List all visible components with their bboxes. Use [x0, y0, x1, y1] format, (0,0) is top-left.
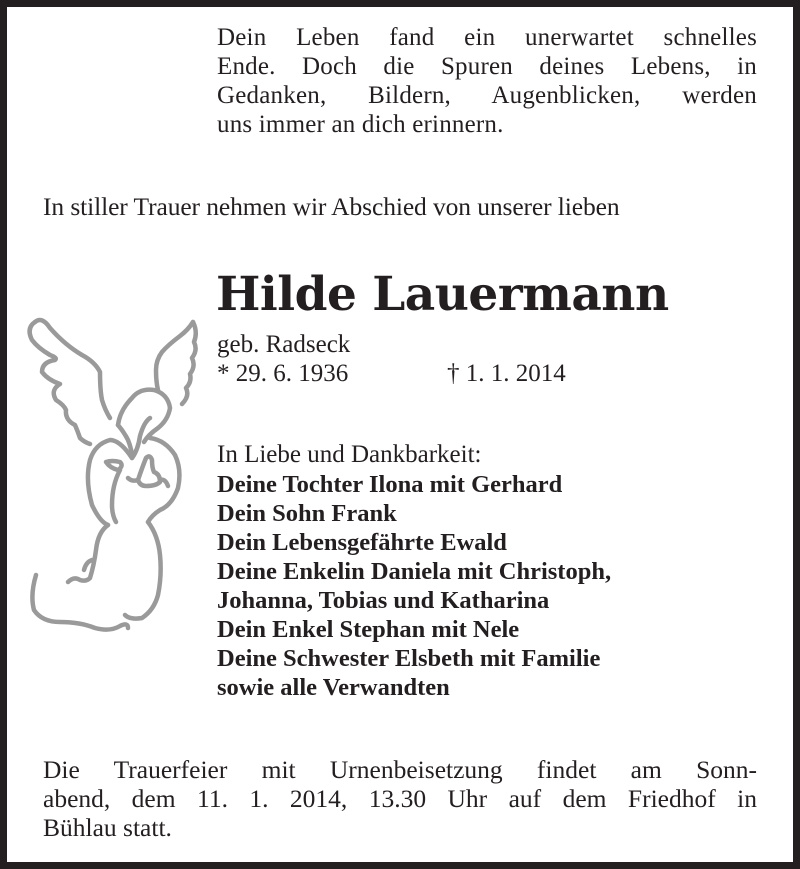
intro-verse-line: uns immer an dich erinnern. — [217, 111, 504, 138]
funeral-info-line: Die Trauerfeier mit Urnenbeisetzung findet am Sonn- — [43, 755, 757, 784]
mourner-line: Deine Schwester Elsbeth mit Familie — [217, 645, 601, 672]
funeral-info-line: abend, dem 11. 1. 2014, 13.30 Uhr auf dem Friedhof in — [43, 784, 757, 813]
deceased-name: Hilde Lauermann — [216, 267, 669, 322]
intro-verse-line: Ende. Doch die Spuren deines Lebens, in — [217, 53, 757, 80]
intro-verse-line: Dein Leben fand ein unerwartet schnelles — [217, 24, 757, 51]
praying-angel-icon — [20, 310, 210, 640]
death-date: † 1. 1. 2014 — [447, 360, 566, 387]
mourner-line: sowie alle Verwandten — [217, 674, 450, 701]
mourner-line: Johanna, Tobias und Katharina — [217, 587, 550, 614]
mourners-heading: In Liebe und Dankbarkeit: — [217, 441, 482, 468]
funeral-info-line: Bühlau statt. — [43, 813, 172, 842]
maiden-name: geb. Radseck — [217, 331, 351, 358]
intro-verse — [217, 24, 757, 140]
intro-verse-line: Gedanken, Bildern, Augenblicken, werden — [217, 82, 757, 109]
mourner-line: Deine Enkelin Daniela mit Christoph, — [217, 558, 612, 585]
opening-line: In stiller Trauer nehmen wir Abschied von unserer lieben — [43, 192, 620, 221]
mourner-line: Dein Lebensgefährte Ewald — [217, 529, 507, 556]
mourner-line: Dein Enkel Stephan mit Nele — [217, 616, 520, 643]
mourner-line: Deine Tochter Ilona mit Gerhard — [217, 471, 563, 498]
birth-date: * 29. 6. 1936 — [217, 360, 349, 387]
mourners-list — [217, 470, 611, 702]
funeral-info — [43, 755, 757, 842]
mourner-line: Dein Sohn Frank — [217, 500, 397, 527]
